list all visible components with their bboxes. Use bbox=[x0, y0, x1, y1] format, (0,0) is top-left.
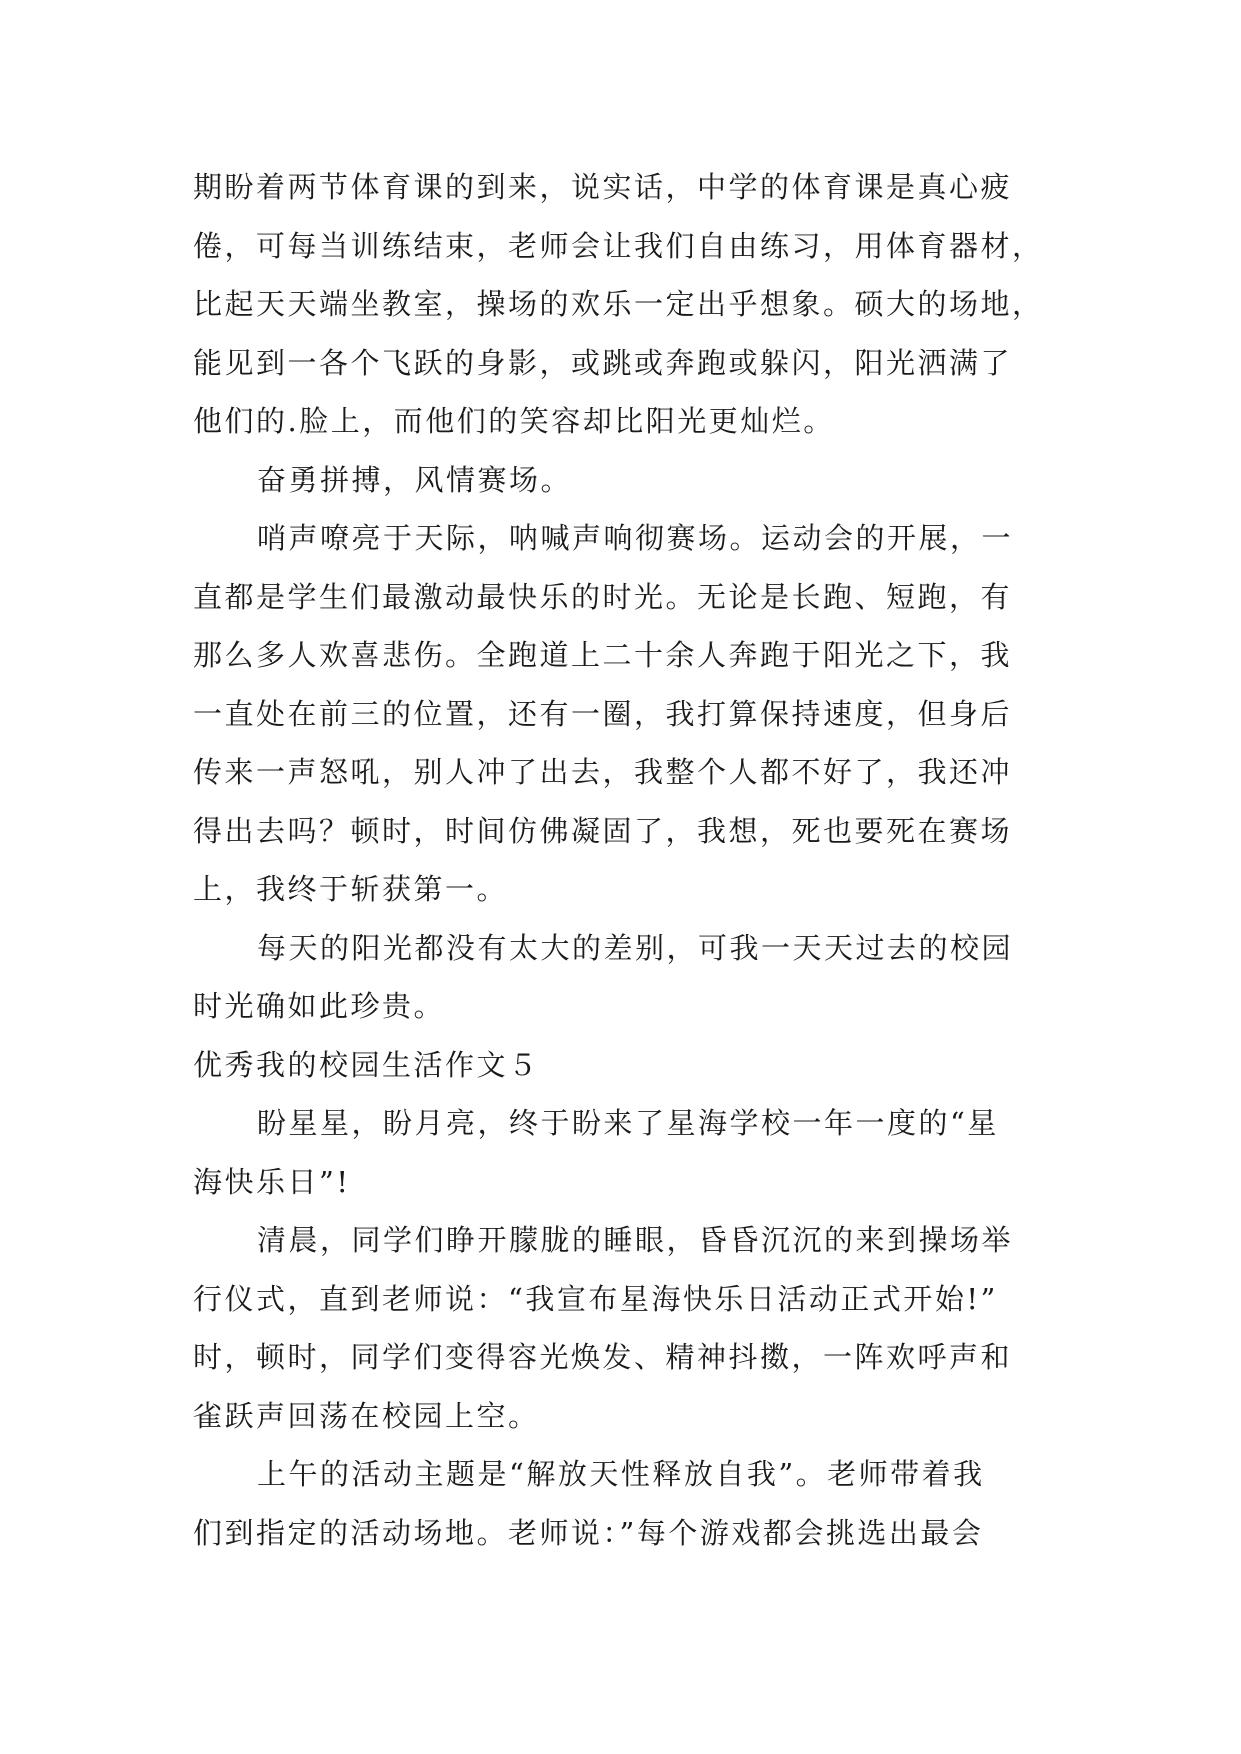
text-line: 上，我终于斩获第一。 bbox=[193, 872, 509, 906]
text-line: 他们的.脸上，而他们的笑容却比阳光更灿烂。 bbox=[193, 404, 835, 438]
text-line: 一直处在前三的位置，还有一圈，我打算保持速度，但身后 bbox=[193, 696, 1013, 731]
paragraph-start-line: 清晨，同学们睁开朦胧的睡眼，昏昏沉沉的来到操场举 bbox=[257, 1223, 1014, 1257]
text-line: 传来一声怒吼，别人冲了出去，我整个人都不好了，我还冲 bbox=[193, 755, 1013, 789]
text-line: 海快乐日”! bbox=[193, 1164, 351, 1199]
text-line: 们到指定的活动场地。老师说：”每个游戏都会挑选出最会 bbox=[193, 1515, 984, 1550]
text-line: 那么多人欢喜悲伤。全跑道上二十余人奔跑于阳光之下，我 bbox=[193, 638, 1013, 672]
document-body bbox=[193, 158, 1053, 1562]
section-heading: 优秀我的校园生活作文５ bbox=[193, 1047, 540, 1082]
text-line: 比起天天端坐教室，操场的欢乐一定出乎想象。硕大的场地， bbox=[193, 287, 1044, 321]
text-line: 能见到一各个飞跃的身影，或跳或奔跑或躲闪，阳光洒满了 bbox=[193, 345, 1013, 380]
text-line: 得出去吗？顿时，时间仿佛凝固了，我想，死也要死在赛场 bbox=[193, 813, 1013, 848]
text-line: 雀跃声回荡在校园上空。 bbox=[193, 1398, 540, 1433]
paragraph-start-line: 上午的活动主题是“解放天性释放自我”。老师带着我 bbox=[257, 1457, 985, 1491]
text-line: 时，顿时，同学们变得容光焕发、精神抖擞，一阵欢呼声和 bbox=[193, 1340, 1013, 1374]
text-line: 期盼着两节体育课的到来，说实话，中学的体育课是真心疲 bbox=[193, 170, 1013, 204]
paragraph-start-line: 哨声嘹亮于天际，呐喊声响彻赛场。运动会的开展，一 bbox=[257, 521, 1014, 555]
text-line: 行仪式，直到老师说：“我宣布星海快乐日活动正式开始!” bbox=[193, 1281, 998, 1316]
text-line: 倦，可每当训练结束，老师会让我们自由练习，用体育器材， bbox=[193, 228, 1044, 263]
paragraph-start-line: 每天的阳光都没有太大的差别，可我一天天过去的校园 bbox=[257, 930, 1014, 965]
text-line: 时光确如此珍贵。 bbox=[193, 989, 446, 1023]
paragraph-start-line: 奋勇拼搏，风情赛场。 bbox=[257, 462, 573, 497]
paragraph-start-line: 盼星星，盼月亮，终于盼来了星海学校一年一度的“星 bbox=[257, 1106, 999, 1140]
text-line: 直都是学生们最激动最快乐的时光。无论是长跑、短跑，有 bbox=[193, 579, 1013, 614]
